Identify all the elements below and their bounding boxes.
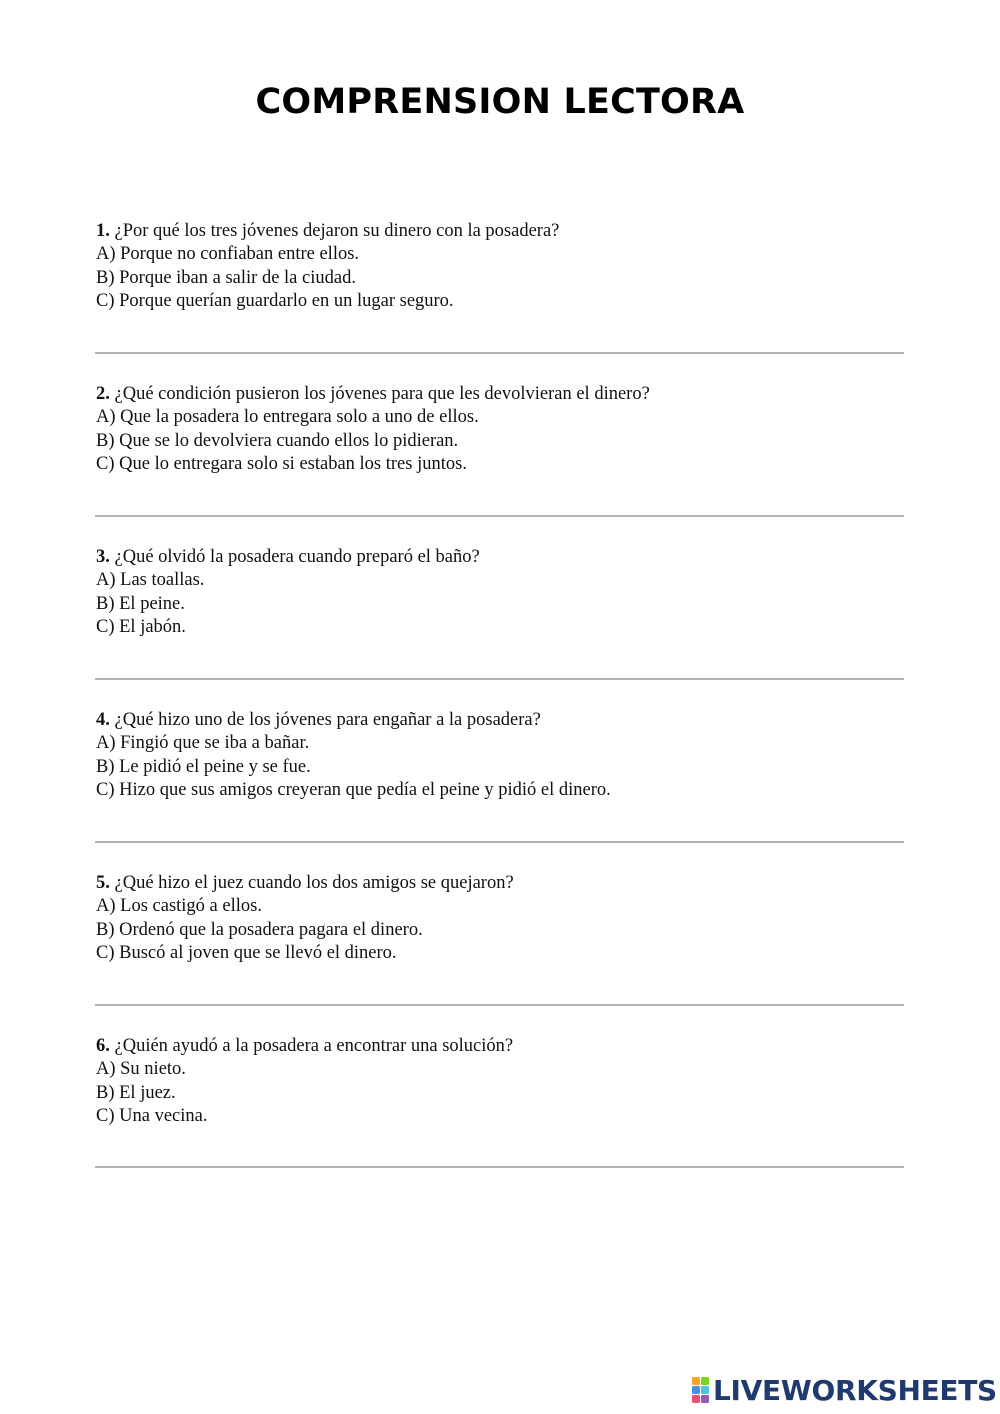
question-text: ¿Qué olvidó la posadera cuando preparó el baño? <box>114 547 480 567</box>
liveworksheets-logo-icon <box>692 1377 709 1403</box>
question-text-line <box>96 546 904 569</box>
answer-option-a: A) Que la posadera lo entregara solo a uno de ellos. <box>96 407 479 428</box>
answer-option-a: A) Fingió que se iba a bañar. <box>96 733 310 754</box>
question-text: ¿Qué condición pusieron los jóvenes para que les devolvieran el dinero? <box>114 384 650 404</box>
answer-option-b: B) El juez. <box>96 1082 176 1103</box>
logo-square <box>701 1386 709 1394</box>
answer-option-c: C) Hizo que sus amigos creyeran que pedía el peine y pidió el dinero. <box>96 780 611 801</box>
answer-divider-line <box>95 352 904 354</box>
page-title: COMPRENSION LECTORA <box>255 82 745 122</box>
answer-option-c: C) Porque querían guardarlo en un lugar seguro. <box>96 291 454 312</box>
answer-option-b: B) Porque iban a salir de la ciudad. <box>96 267 356 288</box>
question-text: ¿Por qué los tres jóvenes dejaron su dinero con la posadera? <box>114 221 560 241</box>
answer-divider-line <box>95 841 904 843</box>
question-text: ¿Qué hizo uno de los jóvenes para engañar a la posadera? <box>114 710 541 730</box>
question-text-line <box>96 220 904 243</box>
answer-divider-line <box>95 515 904 517</box>
question-2 <box>96 383 904 477</box>
question-text-line <box>96 1035 904 1058</box>
question-number: 2. <box>96 384 110 404</box>
question-text-line <box>96 709 904 732</box>
question-number: 4. <box>96 710 110 730</box>
answer-option-b: B) Ordenó que la posadera pagara el dinero. <box>96 919 423 940</box>
question-number: 5. <box>96 873 110 893</box>
question-text-line <box>96 383 904 406</box>
question-text: ¿Quién ayudó a la posadera a encontrar una solución? <box>114 1036 514 1056</box>
liveworksheets-brand-text: LIVEWORKSHEETS <box>713 1373 997 1407</box>
answer-option-a: A) Porque no confiaban entre ellos. <box>96 244 360 265</box>
logo-square <box>701 1395 709 1403</box>
logo-square <box>701 1377 709 1385</box>
answer-option-a: A) Las toallas. <box>96 570 205 591</box>
question-text: ¿Qué hizo el juez cuando los dos amigos se quejaron? <box>114 873 514 893</box>
answer-option-c: C) Buscó al joven que se llevó el dinero. <box>96 943 397 964</box>
answer-divider-line <box>95 1004 904 1006</box>
answer-option-b: B) Que se lo devolviera cuando ellos lo pidieran. <box>96 430 459 451</box>
question-5 <box>96 872 904 966</box>
answer-option-a: A) Los castigó a ellos. <box>96 896 262 917</box>
question-4 <box>96 709 904 803</box>
answer-divider-line <box>95 1166 904 1168</box>
question-number: 3. <box>96 547 110 567</box>
question-text-line <box>96 872 904 895</box>
answer-option-c: C) El jabón. <box>96 617 186 638</box>
logo-square <box>692 1377 700 1385</box>
answer-option-b: B) Le pidió el peine y se fue. <box>96 756 311 777</box>
question-3 <box>96 546 904 640</box>
answer-divider-line <box>95 678 904 680</box>
answer-option-a: A) Su nieto. <box>96 1059 186 1080</box>
liveworksheets-logo <box>692 1374 997 1406</box>
answer-option-c: C) Una vecina. <box>96 1106 208 1127</box>
answer-option-c: C) Que lo entregara solo si estaban los tres juntos. <box>96 454 467 475</box>
answer-option-b: B) El peine. <box>96 593 185 614</box>
question-number: 1. <box>96 221 110 241</box>
logo-square <box>692 1395 700 1403</box>
question-6 <box>96 1035 904 1129</box>
question-number: 6. <box>96 1036 110 1056</box>
logo-square <box>692 1386 700 1394</box>
question-1 <box>96 220 904 314</box>
